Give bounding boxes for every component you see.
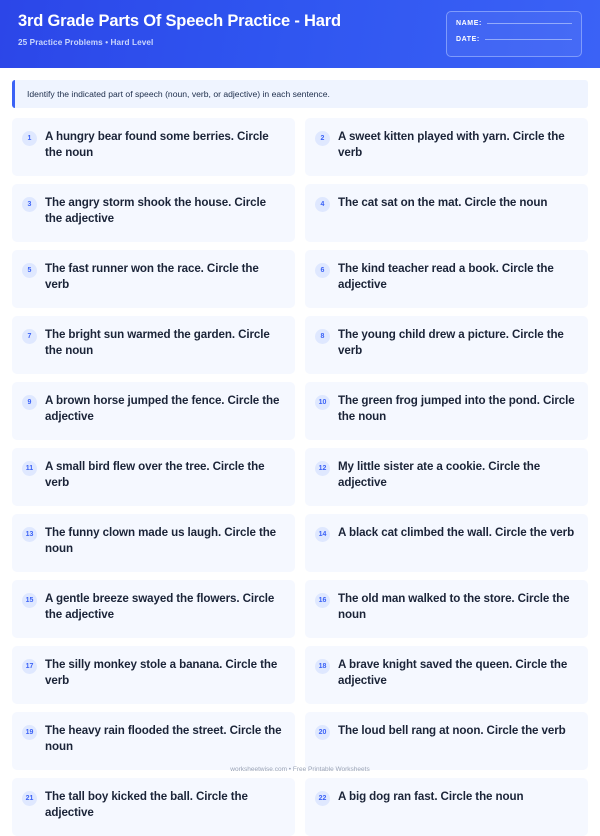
problem-item[interactable]	[12, 382, 295, 440]
problem-text: The funny clown made us laugh. Circle the noun	[45, 526, 277, 556]
problem-item[interactable]	[305, 184, 588, 242]
problem-item[interactable]	[305, 382, 588, 440]
problem-grid	[12, 118, 588, 836]
problem-item[interactable]	[305, 778, 588, 836]
problem-number: 20	[315, 725, 330, 740]
problem-item[interactable]	[305, 250, 588, 308]
footer-credit: worksheetwise.com • Free Printable Worksheets	[230, 766, 370, 773]
problem-number: 5	[22, 263, 37, 278]
problem-item[interactable]	[305, 448, 588, 506]
problem-text: The bright sun warmed the garden. Circle the noun	[45, 328, 270, 358]
page-subtitle: 25 Practice Problems • Hard Level	[18, 37, 154, 47]
problem-item[interactable]	[305, 712, 588, 770]
problem-text: The tall boy kicked the ball. Circle the adjective	[45, 790, 248, 820]
problem-number: 13	[22, 527, 37, 542]
problem-number: 15	[22, 593, 37, 608]
problem-number: 8	[315, 329, 330, 344]
problem-number: 7	[22, 329, 37, 344]
problem-number: 1	[22, 131, 37, 146]
problem-number: 2	[315, 131, 330, 146]
problem-item[interactable]	[12, 712, 295, 770]
problem-text: My little sister ate a cookie. Circle the adjective	[338, 460, 541, 490]
problem-number: 16	[315, 593, 330, 608]
problem-item[interactable]	[12, 580, 295, 638]
problem-item[interactable]	[305, 316, 588, 374]
problem-number: 19	[22, 725, 37, 740]
problem-text: The heavy rain flooded the street. Circle the noun	[45, 724, 282, 754]
problem-item[interactable]	[12, 118, 295, 176]
problem-text: A black cat climbed the wall. Circle the verb	[338, 526, 575, 539]
problem-text: A brown horse jumped the fence. Circle the adjective	[45, 394, 280, 424]
name-field-row[interactable]	[456, 20, 572, 27]
problem-number: 3	[22, 197, 37, 212]
name-writing-line[interactable]	[487, 23, 572, 24]
problem-text: A gentle breeze swayed the flowers. Circle the adjective	[45, 592, 275, 622]
problem-item[interactable]	[12, 778, 295, 836]
problem-item[interactable]	[12, 250, 295, 308]
problem-number: 10	[315, 395, 330, 410]
problem-text: The angry storm shook the house. Circle the adjective	[45, 196, 266, 226]
problem-number: 14	[315, 527, 330, 542]
instruction-banner	[12, 80, 588, 108]
date-field-row[interactable]	[456, 36, 572, 43]
name-date-box	[446, 11, 582, 57]
instruction-text: Identify the indicated part of speech (noun, verb, or adjective) in each sentence.	[27, 89, 330, 99]
name-label: NAME:	[456, 20, 482, 27]
page-title: 3rd Grade Parts Of Speech Practice - Hard	[18, 12, 341, 30]
problem-text: A sweet kitten played with yarn. Circle the verb	[338, 130, 565, 160]
problem-text: The young child drew a picture. Circle the verb	[338, 328, 564, 358]
problem-item[interactable]	[12, 184, 295, 242]
problem-number: 9	[22, 395, 37, 410]
date-label: DATE:	[456, 36, 480, 43]
problem-text: A hungry bear found some berries. Circle the noun	[45, 130, 269, 160]
problem-number: 11	[22, 461, 37, 476]
problem-text: The cat sat on the mat. Circle the noun	[338, 196, 548, 209]
worksheet-header	[0, 0, 600, 68]
problem-text: A brave knight saved the queen. Circle the adjective	[338, 658, 568, 688]
problem-item[interactable]	[305, 514, 588, 572]
problem-number: 6	[315, 263, 330, 278]
problem-item[interactable]	[305, 580, 588, 638]
problem-number: 21	[22, 791, 37, 806]
problem-item[interactable]	[305, 118, 588, 176]
problem-text: The green frog jumped into the pond. Circle the noun	[338, 394, 575, 424]
problem-item[interactable]	[12, 514, 295, 572]
problem-number: 4	[315, 197, 330, 212]
problem-text: The silly monkey stole a banana. Circle the verb	[45, 658, 278, 688]
date-writing-line[interactable]	[485, 39, 572, 40]
problem-number: 12	[315, 461, 330, 476]
problem-number: 18	[315, 659, 330, 674]
problem-item[interactable]	[305, 646, 588, 704]
problem-item[interactable]	[12, 646, 295, 704]
problem-text: The fast runner won the race. Circle the verb	[45, 262, 259, 292]
problem-number: 22	[315, 791, 330, 806]
problem-item[interactable]	[12, 448, 295, 506]
problem-text: The old man walked to the store. Circle the noun	[338, 592, 570, 622]
problem-text: A small bird flew over the tree. Circle the verb	[45, 460, 265, 490]
problem-text: The kind teacher read a book. Circle the adjective	[338, 262, 554, 292]
problem-text: A big dog ran fast. Circle the noun	[338, 790, 524, 803]
problem-item[interactable]	[12, 316, 295, 374]
problem-number: 17	[22, 659, 37, 674]
problem-text: The loud bell rang at noon. Circle the verb	[338, 724, 566, 737]
